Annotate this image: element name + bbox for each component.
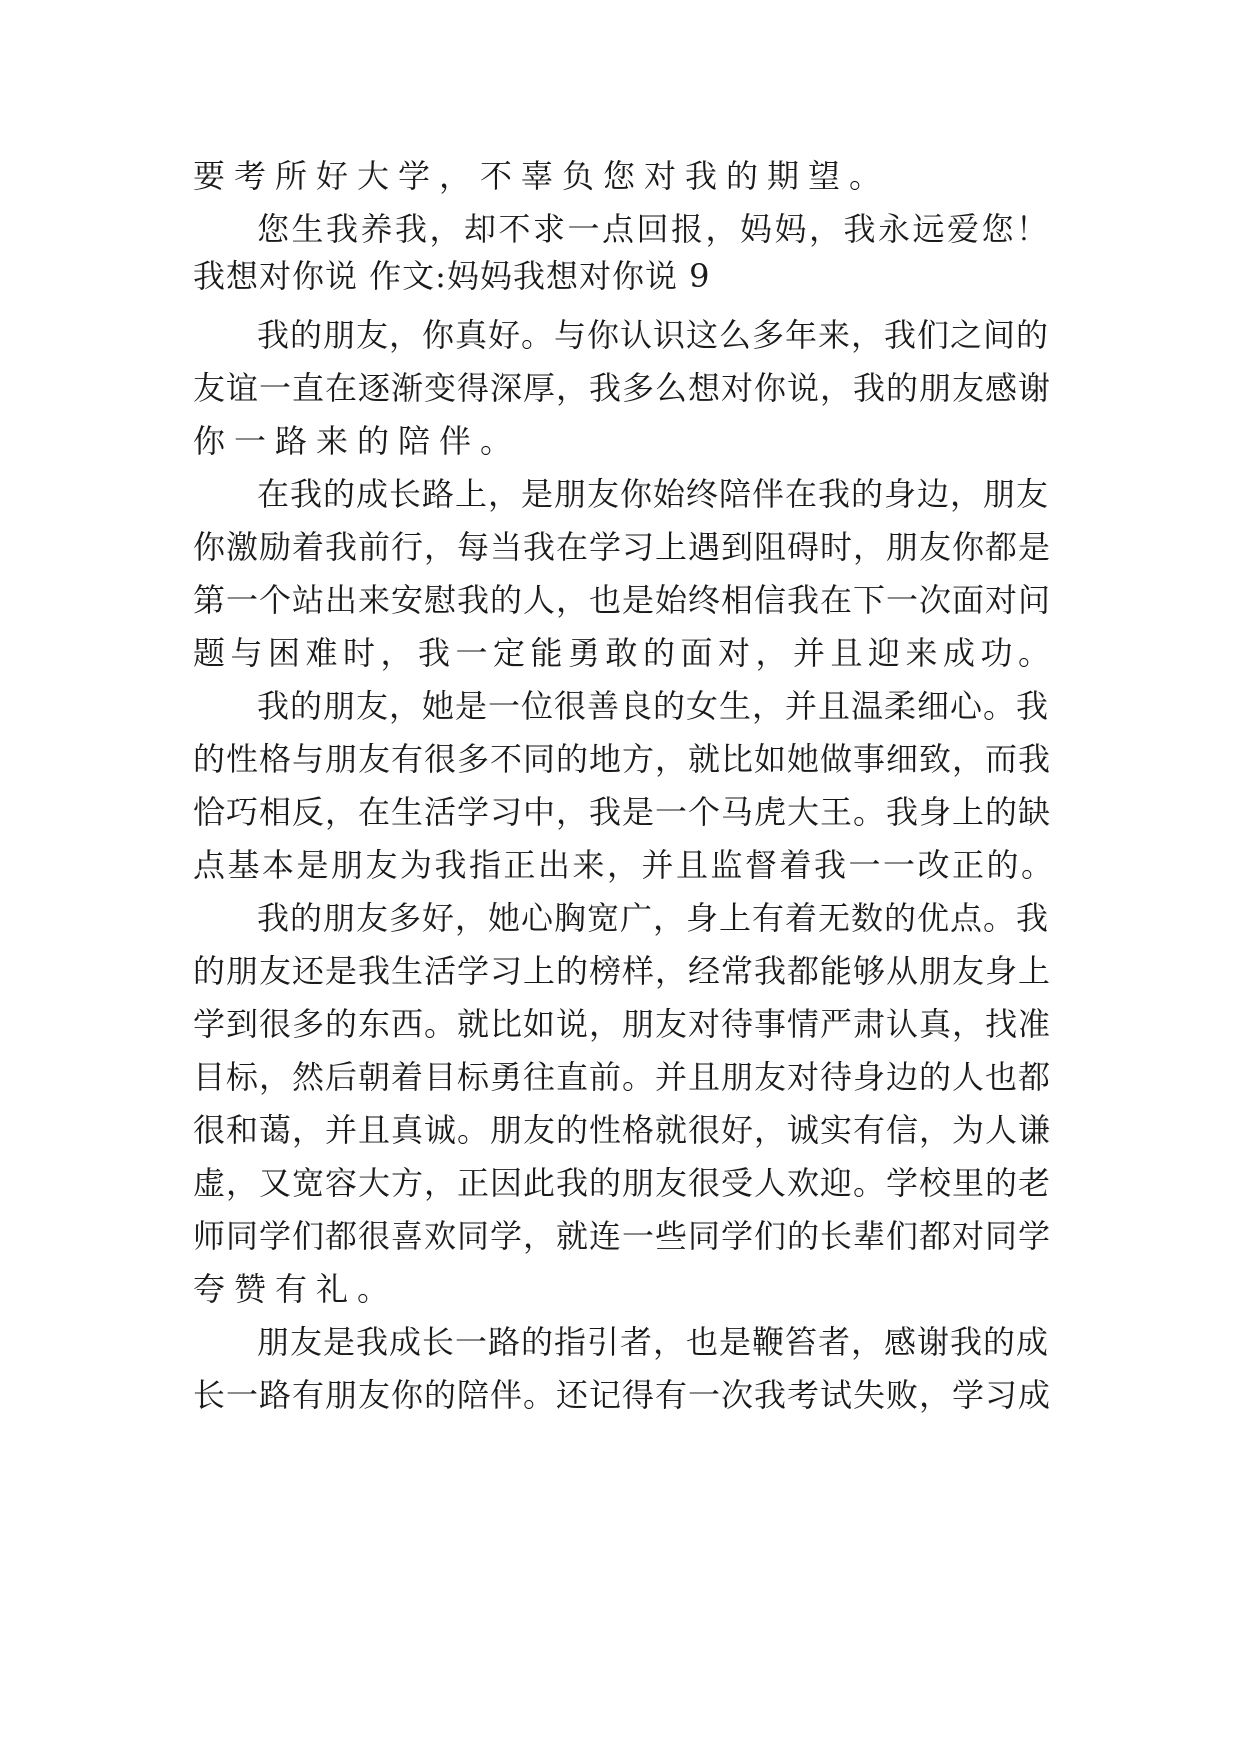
text-line: 在我的成长路上，是朋友你始终陪伴在我的身边，朋友: [257, 475, 1050, 513]
paragraph: [193, 688, 1055, 884]
article-heading: 我想对你说 作文:妈妈我想对你说 9: [193, 257, 711, 295]
text-line: 的性格与朋友有很多不同的地方，就比如她做事细致，而我: [193, 740, 1052, 778]
text-line: 我的朋友多好，她心胸宽广，身上有着无数的优点。我: [257, 899, 1050, 937]
text-line: 师同学们都很喜欢同学，就连一些同学们的长辈们都对同学: [193, 1217, 1052, 1255]
text-line: 我的朋友，你真好。与你认识这么多年来，我们之间的: [257, 316, 1050, 354]
text-line: 的朋友还是我生活学习上的榜样，经常我都能够从朋友身上: [193, 952, 1052, 990]
text-line: 学到很多的东西。就比如说，朋友对待事情严肃认真，找准: [193, 1005, 1052, 1043]
paragraph: [193, 1324, 1055, 1414]
text-line: 目标，然后朝着目标勇往直前。并且朋友对待身边的人也都: [193, 1058, 1052, 1096]
text-line: 你一路来的陪伴。: [193, 422, 522, 460]
text-line: 要考所好大学，不辜负您对我的期望。: [193, 157, 891, 195]
text-line: 第一个站出来安慰我的人，也是始终相信我在下一次面对问: [193, 581, 1052, 619]
text-line: 我的朋友，她是一位很善良的女生，并且温柔细心。我: [257, 687, 1050, 725]
paragraph: [193, 317, 1055, 460]
text-line: 点基本是朋友为我指正出来，并且监督着我一一改正的。: [193, 846, 1056, 884]
text-line: 很和蔼，并且真诚。朋友的性格就很好，诚实有信，为人谦: [193, 1111, 1052, 1149]
text-line: 友谊一直在逐渐变得深厚，我多么想对你说，我的朋友感谢: [193, 369, 1052, 407]
paragraph: [193, 900, 1055, 1308]
text-line: 您生我养我，却不求一点回报，妈妈，我永远爱您！: [257, 210, 1051, 248]
paragraph: [193, 476, 1055, 672]
text-line: 长一路有朋友你的陪伴。还记得有一次我考试失败，学习成: [193, 1376, 1052, 1414]
text-line: 你激励着我前行，每当我在学习上遇到阻碍时，朋友你都是: [193, 528, 1052, 566]
text-line: 朋友是我成长一路的指引者，也是鞭笞者，感谢我的成: [257, 1323, 1050, 1361]
paragraph: [193, 211, 1055, 248]
text-line: 题与困难时，我一定能勇敢的面对，并且迎来成功。: [193, 634, 1056, 672]
text-line: 恰巧相反，在生活学习中，我是一个马虎大王。我身上的缺: [193, 793, 1052, 831]
paragraph: [193, 158, 1055, 195]
text-line: 虚，又宽容大方，正因此我的朋友很受人欢迎。学校里的老: [193, 1164, 1052, 1202]
text-line: 夸赞有礼。: [193, 1270, 399, 1308]
document-page: [193, 158, 1055, 1430]
